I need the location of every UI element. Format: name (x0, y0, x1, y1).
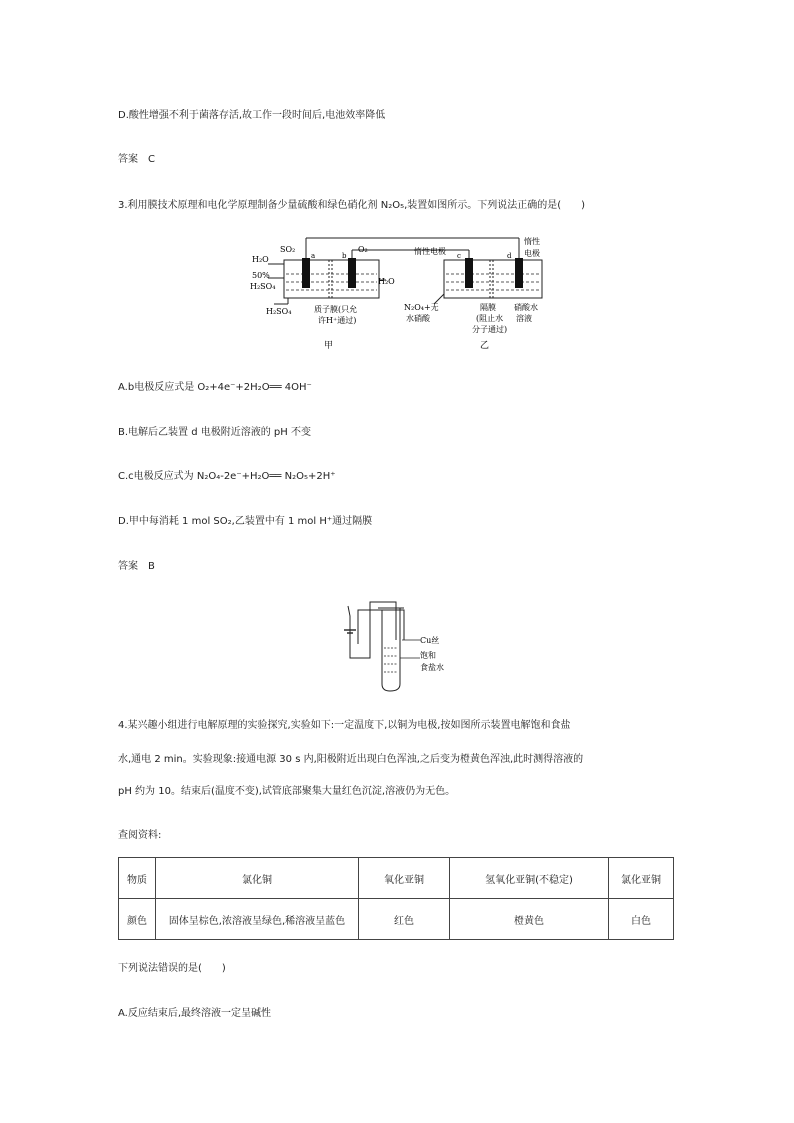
reference-table (118, 857, 674, 940)
electrolysis-apparatus-figure (244, 232, 554, 362)
svg-text:N₂O₄+无: N₂O₄+无 (404, 303, 439, 312)
svg-text:食盐水: 食盐水 (420, 663, 444, 672)
svg-text:a: a (311, 252, 316, 260)
table-cell: 橙黄色 (450, 899, 609, 940)
q3-option-d: D.甲中每消耗 1 mol SO₂,乙装置中有 1 mol H⁺通过隔膜 (118, 516, 373, 527)
svg-text:H₂SO₄: H₂SO₄ (250, 282, 276, 291)
svg-text:乙: 乙 (480, 341, 490, 351)
table-cell: 固体呈棕色,浓溶液呈绿色,稀溶液呈蓝色 (156, 899, 359, 940)
table-cell: 物质 (119, 858, 156, 899)
svg-text:H₂SO₄: H₂SO₄ (266, 307, 292, 316)
svg-text:溶液: 溶液 (516, 314, 532, 323)
q3-answer: 答案 B (118, 561, 155, 572)
table-cell: 氯化亚铜 (609, 858, 674, 899)
q3-option-a: A.b电极反应式是 O₂+4e⁻+2H₂O══ 4OH⁻ (118, 382, 312, 393)
q4-stem-line-2: 水,通电 2 min。实验现象:接通电源 30 s 内,阳极附近出现白色浑浊,之后变为橙黄色浑浊,此时测得溶液的 (118, 754, 584, 765)
svg-text:c: c (457, 252, 461, 260)
table-cell: 氧化亚铜 (359, 858, 450, 899)
table-cell: 氢氧化亚铜(不稳定) (450, 858, 609, 899)
svg-text:d: d (507, 252, 512, 260)
q3-option-c: C.c电极反应式为 N₂O₄-2e⁻+H₂O══ N₂O₅+2H⁺ (118, 471, 336, 482)
svg-text:SO₂: SO₂ (280, 245, 296, 254)
svg-text:O₂: O₂ (358, 245, 368, 254)
q4-question: 下列说法错误的是( ) (118, 963, 226, 974)
svg-text:硝酸水: 硝酸水 (514, 303, 538, 312)
svg-text:(阻止水: (阻止水 (476, 314, 504, 323)
table-cell: 颜色 (119, 899, 156, 940)
svg-text:分子通过): 分子通过) (472, 325, 508, 334)
svg-text:惰性电极: 惰性电极 (414, 247, 446, 256)
svg-text:甲: 甲 (324, 341, 334, 351)
svg-text:惰性: 惰性 (524, 237, 540, 246)
q2-answer: 答案 C (118, 154, 155, 165)
q4-option-a: A.反应结束后,最终溶液一定呈碱性 (118, 1008, 272, 1019)
svg-text:水硝酸: 水硝酸 (406, 314, 430, 323)
q2-option-d: D.酸性增强不利于菌落存活,故工作一段时间后,电池效率降低 (118, 110, 386, 121)
svg-text:H₂O: H₂O (378, 277, 395, 286)
q3-option-b: B.电解后乙装置 d 电极附近溶液的 pH 不变 (118, 427, 311, 438)
table-cell: 白色 (609, 899, 674, 940)
table-cell: 氯化铜 (156, 858, 359, 899)
svg-text:隔膜: 隔膜 (480, 303, 496, 312)
reference-title: 查阅资料: (118, 830, 162, 841)
table-row (119, 858, 674, 899)
svg-text:饱和: 饱和 (420, 651, 436, 660)
svg-text:质子膜(只允: 质子膜(只允 (314, 305, 358, 314)
svg-text:Cu丝: Cu丝 (420, 636, 440, 645)
q4-stem-line-3: pH 约为 10。结束后(温度不变),试管底部聚集大量红色沉淀,溶液仍为无色。 (118, 786, 456, 797)
svg-text:b: b (342, 252, 347, 260)
svg-text:50%: 50% (252, 271, 270, 280)
q3-stem: 3.利用膜技术原理和电化学原理制备少量硫酸和绿色硝化剂 N₂O₅,装置如图所示。下列说法正确的是( ) (118, 200, 586, 211)
electrolysis-test-tube-figure (340, 596, 480, 692)
q4-stem-line-1: 4.某兴趣小组进行电解原理的实验探究,实验如下:一定温度下,以铜为电极,按如图所示装置电解饱和食盐 (118, 720, 571, 731)
svg-text:H₂O: H₂O (252, 255, 269, 264)
svg-text:电极: 电极 (524, 249, 540, 258)
svg-text:许H⁺通过): 许H⁺通过) (318, 316, 357, 325)
table-row (119, 899, 674, 940)
table-cell: 红色 (359, 899, 450, 940)
